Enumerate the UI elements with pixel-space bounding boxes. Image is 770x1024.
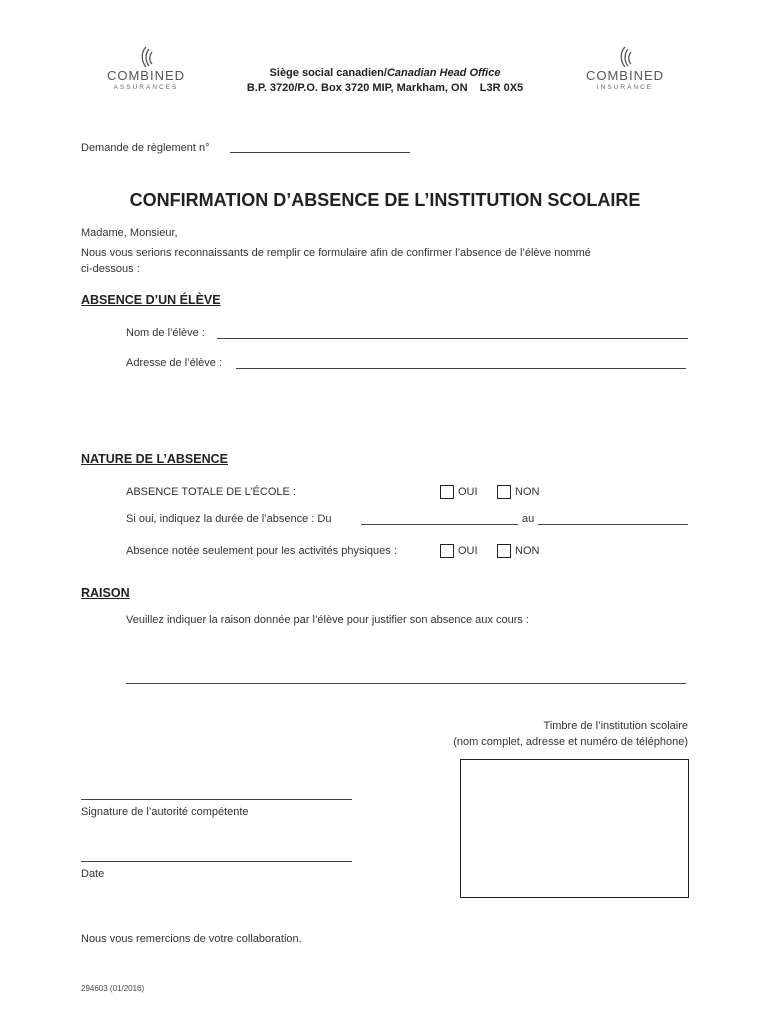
section-student-absence-heading: ABSENCE D’UN ÉLÈVE [81,293,221,307]
intro-line-2: ci-dessous : [81,263,140,275]
head-office-header [200,67,570,79]
thanks-text: Nous vous remercions de votre collaboration. [81,933,302,945]
total-absence-label: ABSENCE TOTALE DE L’ÉCOLE : [126,486,296,498]
total-absence-oui-label: OUI [458,486,478,498]
combined-insurance-logo [565,46,685,102]
physical-oui-label: OUI [458,545,478,557]
student-name-label: Nom de l’élève : [126,327,205,339]
intro-line-1: Nous vous serions reconnaissants de remplir ce formulaire afin de confirmer l’absence de l’élève nommé [81,247,591,259]
combined-assurances-logo [86,46,206,102]
reason-label: Veuillez indiquer la raison donnée par l’élève pour justifier son absence aux cours : [126,614,529,626]
form-code: 294603 (01/2016) [81,984,145,993]
head-office-fr: Siège social canadien/ [269,67,387,79]
logo-sub-text: ASSURANCES [113,84,179,91]
physical-oui-checkbox[interactable] [440,544,454,558]
logo-brand-text: COMBINED [106,68,186,83]
duration-label: Si oui, indiquez la durée de l’absence : Du [126,513,332,525]
student-address-field[interactable] [236,368,686,369]
total-absence-non-label: NON [515,486,540,498]
section-reason-heading: RAISON [81,586,130,600]
date-label: Date [81,868,105,880]
stamp-label-1: Timbre de l’institution scolaire [543,720,688,732]
school-stamp-box[interactable] [460,759,689,898]
stamp-label-2: (nom complet, adresse et numéro de téléphone) [453,736,688,748]
signature-field[interactable] [81,799,352,800]
greeting: Madame, Monsieur, [81,227,178,239]
logo-brand-text: COMBINED [585,68,665,83]
reason-field[interactable] [126,683,686,684]
logo-sub-text: INSURANCE [596,84,654,91]
student-name-field[interactable] [217,338,688,339]
signature-label: Signature de l’autorité compétente [81,806,249,818]
duration-from-field[interactable] [361,524,518,525]
head-office-address: B.P. 3720/P.O. Box 3720 MIP, Markham, ON L3R 0X5 [246,82,524,94]
student-address-label: Adresse de l’élève : [126,357,222,369]
duration-to-label: au [522,513,535,525]
duration-to-field[interactable] [538,524,688,525]
total-absence-oui-checkbox[interactable] [440,485,454,499]
date-field[interactable] [81,861,352,862]
section-absence-nature-heading: NATURE DE L’ABSENCE [81,452,229,466]
sail-icon [616,46,634,68]
physical-non-checkbox[interactable] [497,544,511,558]
physical-non-label: NON [515,545,540,557]
claim-number-field[interactable] [230,152,410,153]
total-absence-non-checkbox[interactable] [497,485,511,499]
head-office-en: Canadian Head Office [386,67,501,79]
claim-number-label: Demande de règlement n° [81,142,210,154]
page-title: CONFIRMATION D’ABSENCE DE L’INSTITUTION SCOLAIRE [129,190,641,210]
physical-activities-label: Absence notée seulement pour les activités physiques : [126,545,397,557]
sail-icon [137,46,155,68]
